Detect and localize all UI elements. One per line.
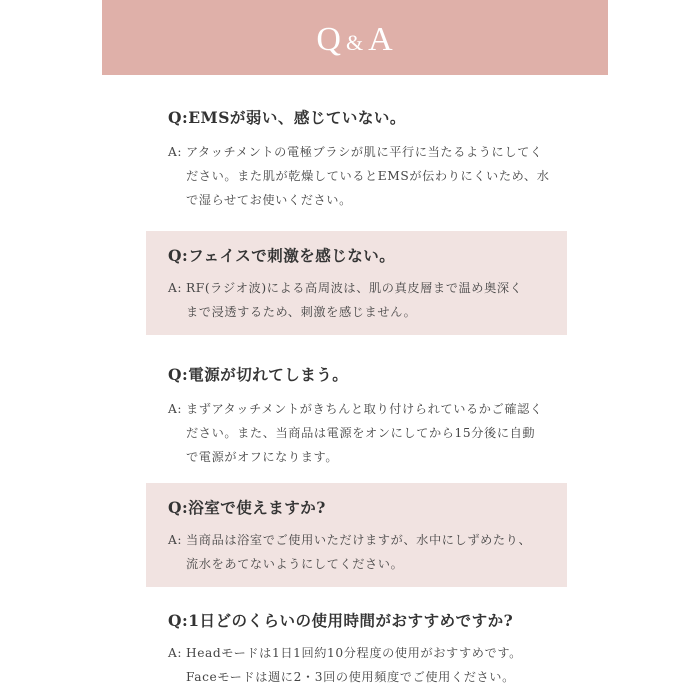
answer-prefix: A:	[168, 281, 183, 295]
faq-answer	[168, 397, 555, 469]
faq-question: Q:電源が切れてしまう。	[168, 365, 349, 384]
faq-question: Q:フェイスで刺激を感じない。	[168, 246, 396, 265]
answer-prefix: A:	[168, 145, 183, 159]
title-a: A	[368, 20, 394, 58]
faq-question: Q:浴室で使えますか?	[168, 498, 326, 517]
faq-answer	[168, 641, 555, 689]
faq-question: Q:EMSが弱い、感じていない。	[168, 108, 406, 127]
answer-line: アタッチメントの電極ブラシが肌に平行に当たるようにしてく	[186, 145, 543, 159]
faq-item-3	[146, 363, 567, 473]
title-amp: &	[345, 29, 365, 55]
answer-line: Faceモードは週に2・3回の使用頻度でご使用ください。	[186, 670, 515, 684]
answer-line: ださい。また、当商品は電源をオンにしてから15分後に自動	[186, 426, 536, 440]
faq-answer	[168, 276, 555, 324]
answer-line: で電源がオフになります。	[186, 450, 339, 464]
page-title	[316, 21, 393, 59]
faq-item-2	[146, 231, 567, 335]
answer-prefix: A:	[168, 646, 183, 660]
answer-line: で湿らせてお使いください。	[186, 193, 352, 207]
answer-line: まずアタッチメントがきちんと取り付けられているかご確認く	[186, 402, 543, 416]
title-q: Q	[316, 20, 342, 58]
faq-item-4	[146, 483, 567, 587]
answer-prefix: A:	[168, 402, 183, 416]
answer-prefix: A:	[168, 533, 183, 547]
faq-question: Q:1日どのくらいの使用時間がおすすめですか?	[168, 611, 514, 630]
answer-line: 当商品は浴室でご使用いただけますが、水中にしずめたり、	[186, 533, 532, 547]
faq-item-5	[146, 609, 567, 697]
faq-answer	[168, 140, 555, 212]
faq-answer	[168, 528, 555, 576]
qa-header-banner	[102, 0, 608, 75]
faq-item-1	[146, 106, 567, 216]
answer-line: ださい。また肌が乾燥しているとEMSが伝わりにくいため、水	[186, 169, 550, 183]
answer-line: RF(ラジオ波)による高周波は、肌の真皮層まで温め奥深く	[186, 281, 523, 295]
answer-line: まで浸透するため、刺激を感じません。	[186, 305, 417, 319]
answer-line: Headモードは1日1回約10分程度の使用がおすすめです。	[186, 646, 522, 660]
answer-line: 流水をあてないようにしてください。	[186, 557, 404, 571]
